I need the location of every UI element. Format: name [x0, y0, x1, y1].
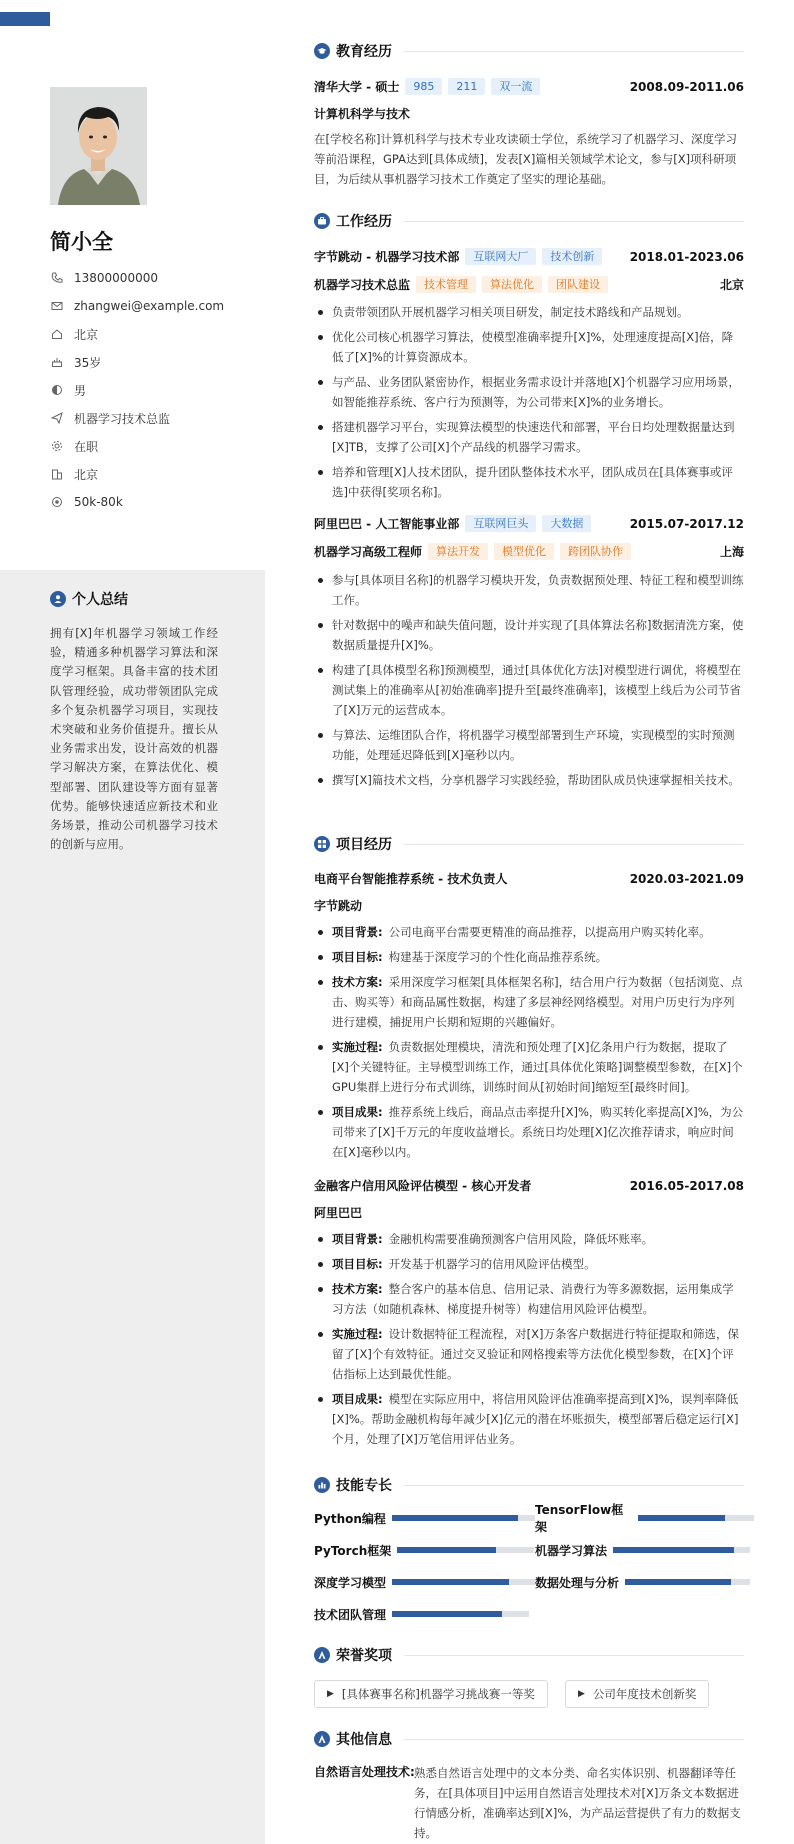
award-badge	[565, 1680, 709, 1708]
target-city-text: 北京	[74, 467, 99, 482]
job-role: 机器学习技术总监	[314, 278, 411, 292]
project-bullets	[314, 922, 744, 1167]
job-bullets	[314, 302, 744, 507]
home-icon	[50, 327, 64, 341]
other-label: 自然语言处理技术:	[314, 1765, 415, 1779]
skill-bar	[638, 1515, 754, 1521]
role-tag: 团队建设	[548, 276, 608, 293]
skill-fill	[397, 1547, 496, 1553]
bullet-text: 负责数据处理模块，清洗和预处理了[X]亿条用户行为数据，提取了[X]个关键特征。主导模型训练工作，通过[具体优化策略]调整模型参数，在[X]个GPU集群上进行分布式训练，训练时间从[初始时间]缩短至[最终时间]。	[332, 1040, 743, 1094]
summary-heading	[50, 589, 128, 609]
skill-bar	[392, 1579, 535, 1585]
school-name: 清华大学 - 硕士	[314, 80, 400, 94]
skill-bar	[392, 1515, 535, 1521]
role-tag: 模型优化	[494, 543, 554, 560]
company-tag: 技术创新	[542, 248, 602, 265]
skill-name: 机器学习算法	[535, 1543, 608, 1558]
info-target-city	[50, 460, 260, 488]
summary-text: 拥有[X]年机器学习领域工作经验，精通多种机器学习算法和深度学习框架。具备丰富的技术团队管理经验，成功带领团队完成多个复杂机器学习项目，实现技术突破和业务价值提升。擅长从业务需求出发，设计高效的机器学习解决方案，在算法优化、模型部署、团队建设等方面有显著优势。能够快速适应新技术和业务场景，推动公司机器学习技术的创新与应用。	[50, 626, 218, 852]
skill-name: 技术团队管理	[314, 1607, 387, 1622]
list-item	[314, 1254, 744, 1274]
project-bullets	[314, 1229, 744, 1454]
skill-name: 深度学习模型	[314, 1575, 387, 1590]
bullet-text: 金融机构需要准确预测客户信用风险，降低坏账率。	[388, 1232, 654, 1246]
skill-item	[535, 1503, 754, 1534]
phone-icon	[50, 271, 64, 285]
project-company: 字节跳动	[314, 899, 363, 913]
divider	[404, 1485, 744, 1486]
job-date: 2018.01-2023.06	[629, 249, 744, 264]
bullet-text: 整合客户的基本信息、信用记录、消费行为等多源数据，运用集成学习方法（如随机森林、梯度提升树等）构建信用风险评估模型。	[332, 1282, 734, 1316]
role-tag: 技术管理	[416, 276, 476, 293]
company-tag: 互联网大厂	[465, 248, 536, 265]
bar-chart-icon	[314, 1477, 330, 1493]
skill-fill	[392, 1579, 509, 1585]
bullet-label: 项目目标:	[332, 950, 383, 964]
list-item: 搭建机器学习平台，实现算法模型的快速迭代和部署，平台日均处理数据量达到[X]TB，支撑了公司[X]个产品线的机器学习需求。	[314, 417, 744, 457]
list-item: 优化公司核心机器学习算法，使模型准确率提升[X]%，处理速度提高[X]倍，降低了[X]%的计算资源成本。	[314, 327, 744, 367]
salary-text: 50k-80k	[74, 495, 123, 509]
job-role-row	[314, 543, 744, 560]
job-header	[314, 515, 744, 532]
info-phone	[50, 264, 260, 292]
project-header	[314, 870, 744, 887]
work-heading	[314, 211, 744, 231]
company-tag: 互联网巨头	[465, 515, 536, 532]
bullet-label: 项目背景:	[332, 925, 383, 939]
divider	[404, 221, 744, 222]
info-age	[50, 348, 260, 376]
job-header	[314, 248, 744, 265]
skill-name: PyTorch框架	[314, 1543, 392, 1558]
skill-fill	[392, 1611, 502, 1617]
job-bullets	[314, 570, 744, 795]
list-item: 参与[具体项目名称]的机器学习模块开发，负责数据预处理、特征工程和模型训练工作。	[314, 570, 744, 610]
role-tag: 算法开发	[428, 543, 488, 560]
bullet-text: 采用深度学习框架[具体框架名称]，结合用户行为数据（包括浏览、点击、购买等）和商品属性数据，构建了多层神经网络模型。对用户历史行为序列进行建模，捕捉用户长期和短期的兴趣偏好。	[332, 975, 743, 1029]
list-item: 与算法、运维团队合作，将机器学习模型部署到生产环境，实现模型的实时预测功能，处理延迟降低到[X]毫秒以内。	[314, 725, 744, 765]
education-date: 2008.09-2011.06	[629, 79, 744, 94]
summary-title: 个人总结	[72, 592, 128, 608]
skills-title: 技能专长	[336, 1478, 392, 1494]
bullet-text: 公司电商平台需要更精准的商品推荐，以提高用户购买转化率。	[388, 925, 711, 939]
graduation-cap-icon	[314, 43, 330, 59]
awards-heading	[314, 1645, 744, 1665]
skill-bar	[613, 1547, 750, 1553]
settings-icon	[50, 439, 64, 453]
role-tag: 跨团队协作	[560, 543, 631, 560]
projects-heading	[314, 834, 744, 854]
project-date: 2020.03-2021.09	[629, 871, 744, 886]
projects-title: 项目经历	[336, 837, 392, 853]
other-title: 其他信息	[336, 1732, 392, 1748]
bullet-label: 项目背景:	[332, 1232, 383, 1246]
divider	[404, 1655, 744, 1656]
skill-bar	[625, 1579, 750, 1585]
list-item	[314, 947, 744, 967]
school-tag: 985	[405, 78, 442, 95]
job-role: 机器学习高级工程师	[314, 545, 423, 559]
bullet-text: 模型在实际应用中，将信用风险评估准确率提高到[X]%，误判率降低[X]%。帮助金融机构每年减少[X]亿元的潜在坏账损失，模型部署后稳定运行[X]个月，处理了[X]万笔信用评估业务。	[332, 1392, 739, 1446]
award-badge	[314, 1680, 548, 1708]
grid-icon	[314, 836, 330, 852]
list-item	[314, 922, 744, 942]
skill-name: 数据处理与分析	[535, 1575, 620, 1590]
list-item	[314, 1279, 744, 1319]
coin-icon	[50, 495, 64, 509]
status-text: 在职	[74, 439, 99, 454]
project-name: 金融客户信用风险评估模型 - 核心开发者	[314, 1179, 532, 1193]
skill-fill	[638, 1515, 725, 1521]
bullet-label: 技术方案:	[332, 1282, 383, 1296]
bullet-text: 开发基于机器学习的信用风险评估模型。	[388, 1257, 596, 1271]
skill-fill	[392, 1515, 518, 1521]
list-item: 针对数据中的噪声和缺失值问题，设计并实现了[具体算法名称]数据清洗方案，使数据质量提升[X]%。	[314, 615, 744, 655]
age-text: 35岁	[74, 355, 102, 370]
candidate-name: 简小全	[50, 230, 113, 254]
education-desc: 在[学校名称]计算机科学与技术专业攻读硕士学位，系统学习了机器学习、深度学习等前沿课程，GPA达到[具体成绩]，发表[X]篇相关领域学术论文，参与[X]项科研项目，为后续从事机器学习技术工作奠定了坚实的理论基础。	[314, 132, 737, 186]
bullet-label: 项目成果:	[332, 1105, 383, 1119]
send-icon	[50, 411, 64, 425]
school-tag: 211	[448, 78, 485, 95]
award-text: 公司年度技术创新奖	[592, 1687, 697, 1701]
bullet-text: 构建基于深度学习的个性化商品推荐系统。	[388, 950, 608, 964]
school-tag: 双一流	[491, 78, 540, 95]
corner-accent	[0, 12, 50, 26]
other-heading	[314, 1729, 744, 1749]
project-company: 阿里巴巴	[314, 1206, 363, 1220]
list-item: 与产品、业务团队紧密协作，根据业务需求设计并落地[X]个机器学习应用场景，如智能推荐系统、客户行为预测等，为公司带来[X]%的业务增长。	[314, 372, 744, 412]
project-header	[314, 1177, 744, 1194]
skill-fill	[613, 1547, 734, 1553]
info-gender	[50, 376, 260, 404]
list-item	[314, 972, 744, 1032]
mail-icon	[50, 299, 64, 313]
email-text: zhangwei@example.com	[74, 299, 225, 313]
divider	[404, 51, 744, 52]
info-status	[50, 432, 260, 460]
sidebar	[0, 0, 265, 1844]
cake-icon	[50, 355, 64, 369]
skill-bar	[392, 1611, 529, 1617]
list-item: 撰写[X]篇技术文档，分享机器学习实践经验，帮助团队成员快速掌握相关技术。	[314, 770, 744, 790]
skill-item	[314, 1574, 535, 1590]
job-city: 上海	[719, 545, 744, 559]
info-icon	[314, 1731, 330, 1747]
skill-fill	[625, 1579, 731, 1585]
list-item: 构建了[具体模型名称]预测模型，通过[具体优化方法]对模型进行调优，将模型在测试集上的准确率从[初始准确率]提升至[最终准确率]，该模型上线后为公司节省了[X]万元的运营成本。	[314, 660, 744, 720]
divider	[404, 1739, 744, 1740]
job-city: 北京	[719, 278, 744, 292]
list-item	[314, 1102, 744, 1162]
briefcase-icon	[314, 213, 330, 229]
education-row	[314, 78, 744, 95]
contact-info	[50, 264, 260, 516]
gender-icon	[50, 383, 64, 397]
list-item	[314, 1389, 744, 1449]
list-item: 培养和管理[X]人技术团队，提升团队整体技术水平，团队成员在[具体赛事或评选]中获得[奖项名称]。	[314, 462, 744, 502]
awards-title: 荣誉奖项	[336, 1648, 392, 1664]
role-tag: 算法优化	[482, 276, 542, 293]
bullet-text: 设计数据特征工程流程，对[X]万条客户数据进行特征提取和筛选，保留了[X]个有效特征。通过交叉验证和网格搜索等方法优化模型参数，在[X]个评估指标上达到最优性能。	[332, 1327, 739, 1381]
skill-item	[535, 1542, 750, 1558]
info-salary	[50, 488, 260, 516]
building-icon	[50, 467, 64, 481]
job-date: 2015.07-2017.12	[629, 516, 744, 531]
skill-name: Python编程	[314, 1511, 386, 1526]
company-tag: 大数据	[542, 515, 591, 532]
info-position	[50, 404, 260, 432]
list-item	[314, 1037, 744, 1097]
company-name: 字节跳动 - 机器学习技术部	[314, 250, 460, 264]
play-icon: ▶	[327, 1689, 334, 1699]
skill-item	[314, 1606, 529, 1622]
info-location	[50, 320, 260, 348]
bullet-label: 实施过程:	[332, 1040, 383, 1054]
education-heading	[314, 41, 744, 61]
list-item: 负责带领团队开展机器学习相关项目研发，制定技术路线和产品规划。	[314, 302, 744, 322]
project-date: 2016.05-2017.08	[629, 1178, 744, 1193]
job-role-row	[314, 276, 744, 293]
person-icon	[50, 591, 66, 607]
bullet-text: 推荐系统上线后，商品点击率提升[X]%，购买转化率提高[X]%，为公司带来了[X]千万元的年度收益增长。系统日均处理[X]亿次推荐请求，响应时间在[X]毫秒以内。	[332, 1105, 744, 1159]
award-text: [具体赛事名称]机器学习挑战赛一等奖	[341, 1687, 535, 1701]
skill-item	[535, 1574, 750, 1590]
company-name: 阿里巴巴 - 人工智能事业部	[314, 517, 460, 531]
skill-item	[314, 1542, 534, 1558]
bullet-label: 实施过程:	[332, 1327, 383, 1341]
play-icon: ▶	[578, 1689, 585, 1699]
skill-name: TensorFlow框架	[535, 1503, 624, 1534]
bullet-label: 技术方案:	[332, 975, 383, 989]
skills-heading	[314, 1475, 744, 1495]
bullet-label: 项目目标:	[332, 1257, 383, 1271]
education-title: 教育经历	[336, 44, 392, 60]
divider	[404, 844, 744, 845]
other-text: 熟悉自然语言处理中的文本分类、命名实体识别、机器翻译等任务，在[具体项目]中运用自然语言处理技术对[X]万条文本数据进行情感分析，准确率达到[X]%，为产品运营提供了有力的数据支持。	[414, 1766, 741, 1840]
location-text: 北京	[74, 327, 99, 342]
position-text: 机器学习技术总监	[74, 411, 171, 426]
gender-text: 男	[74, 383, 87, 398]
info-email	[50, 292, 260, 320]
work-title: 工作经历	[336, 214, 392, 230]
list-item	[314, 1229, 744, 1249]
phone-text: 13800000000	[74, 271, 158, 285]
skill-item	[314, 1510, 535, 1526]
education-major: 计算机科学与技术	[314, 107, 411, 121]
list-item	[314, 1324, 744, 1384]
bullet-label: 项目成果:	[332, 1392, 383, 1406]
project-name: 电商平台智能推荐系统 - 技术负责人	[314, 872, 508, 886]
skill-bar	[397, 1547, 534, 1553]
avatar	[50, 87, 147, 205]
award-icon	[314, 1647, 330, 1663]
